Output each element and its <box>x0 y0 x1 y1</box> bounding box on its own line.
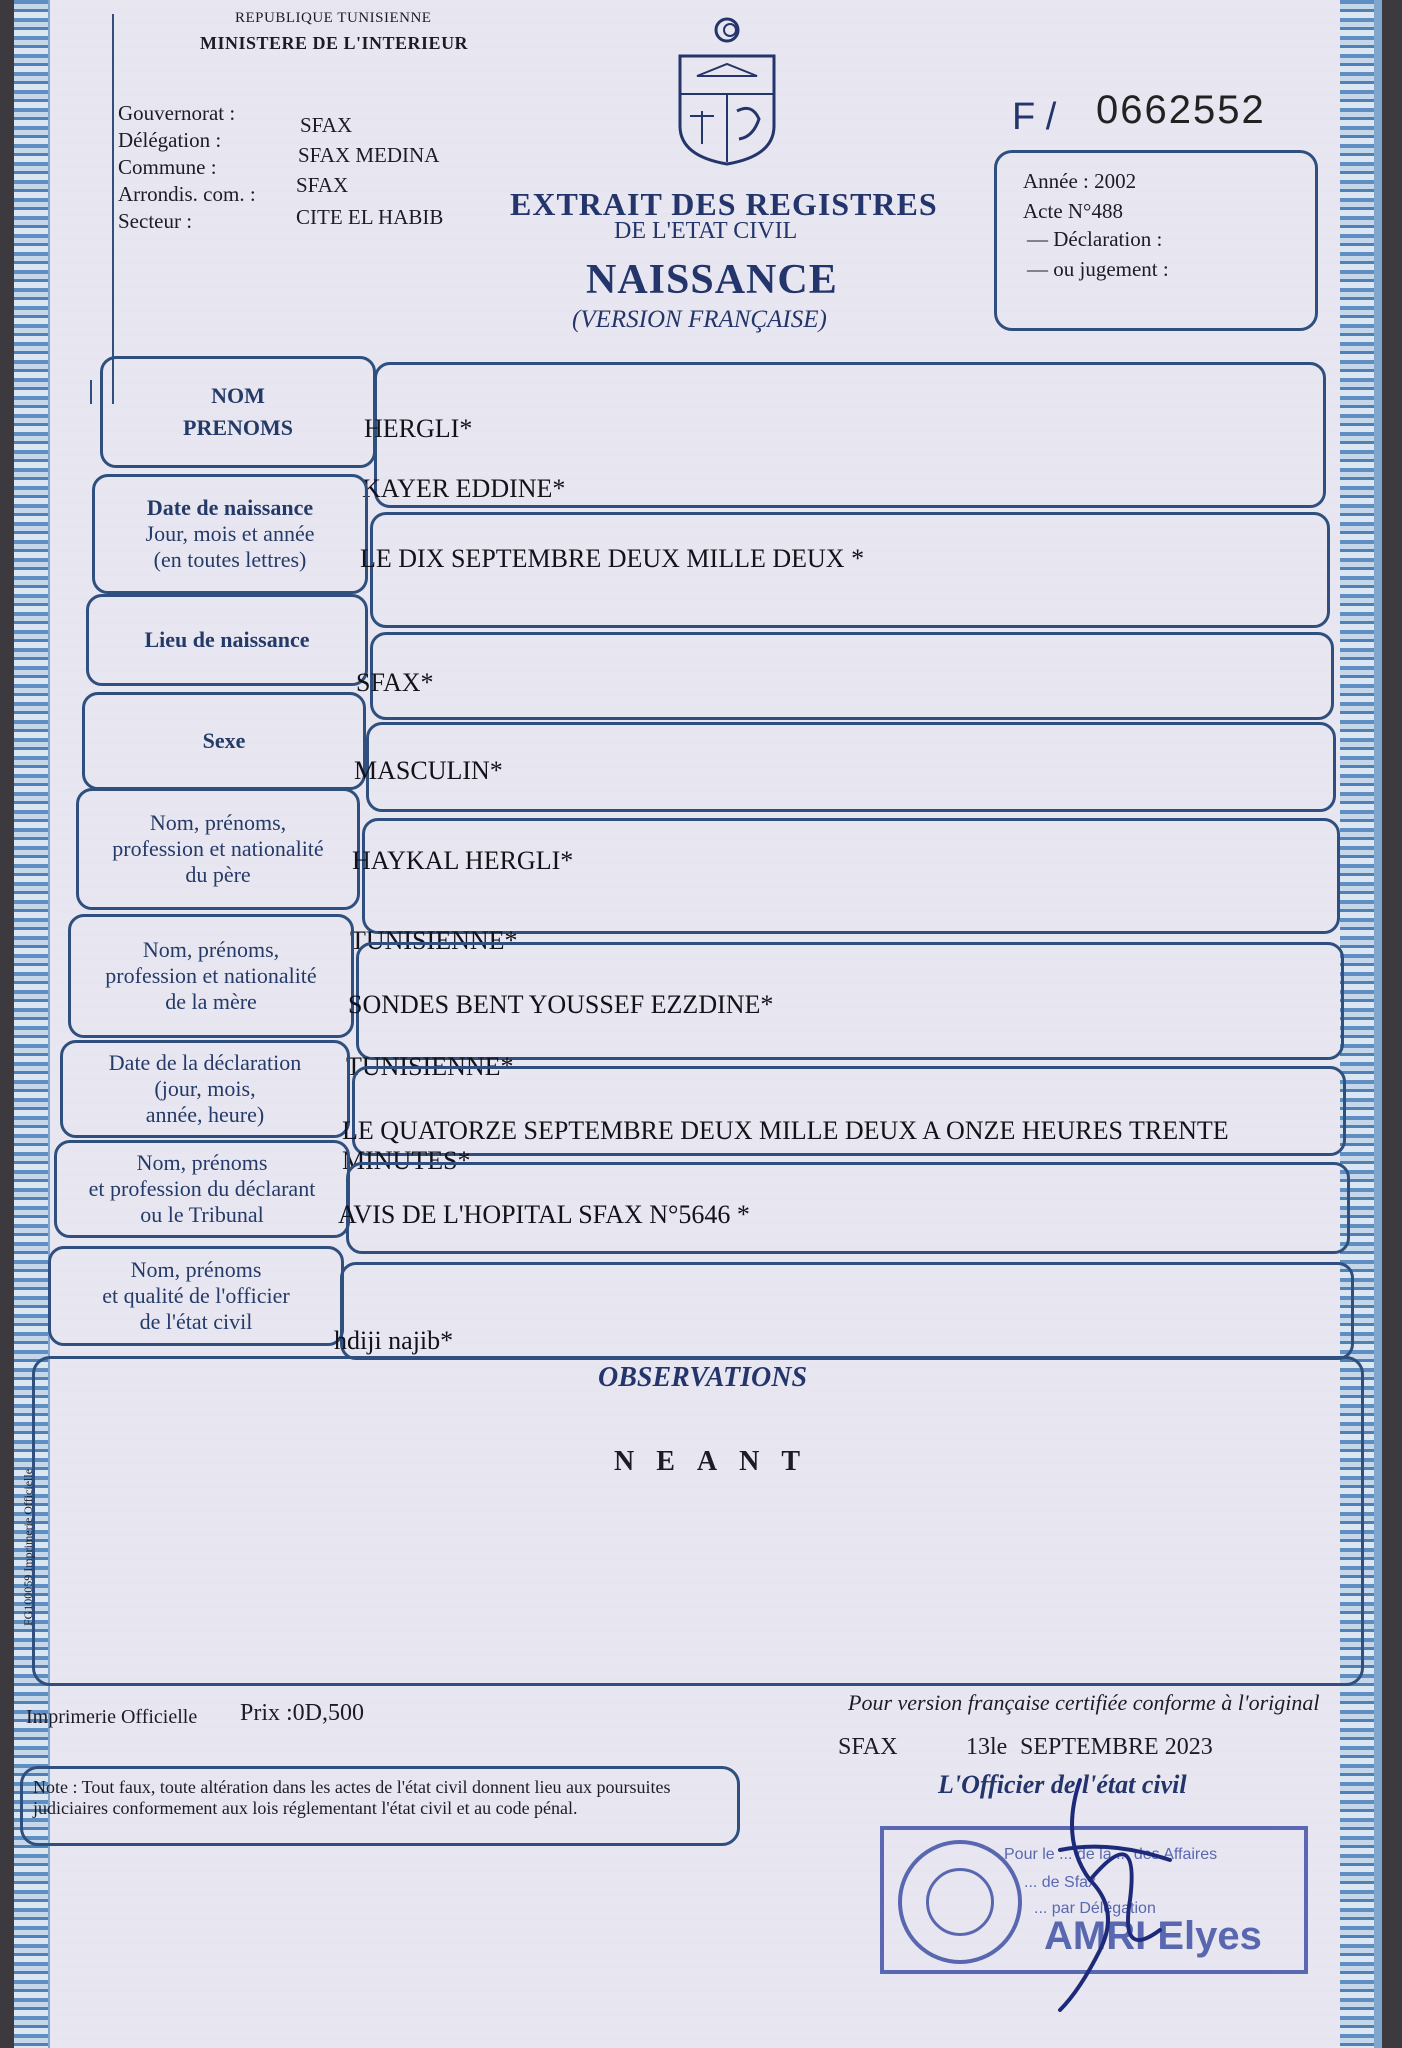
title-naissance: NAISSANCE <box>586 257 838 303</box>
pere-label-3: du père <box>185 862 251 887</box>
nom-label: NOM <box>211 383 265 408</box>
arrondissement-label: Arrondis. com. : <box>118 182 256 206</box>
officier-value-box <box>340 1262 1354 1360</box>
officier-label <box>102 1257 289 1335</box>
mere-label-1: Nom, prénoms, <box>142 937 280 962</box>
lieu-label-box <box>86 594 368 686</box>
mere-value: SONDES BENT YOUSSEF EZZDINE* <box>348 990 774 1019</box>
pere-label-2: profession et nationalité <box>112 836 324 861</box>
dob-label-sub1: Jour, mois et année <box>145 521 315 546</box>
governorate-label: Gouvernorat : <box>118 101 236 125</box>
serial-prefix: F / <box>1012 96 1057 138</box>
observations-title: OBSERVATIONS <box>598 1362 808 1393</box>
delegation-label: Délégation : <box>118 128 222 152</box>
declarant-label-2: et profession du déclarant <box>88 1176 316 1201</box>
dob-label-sub2: (en toutes lettres) <box>153 547 307 572</box>
declarant-label-3: ou le Tribunal <box>140 1202 264 1227</box>
lieu-value: SFAX* <box>356 668 434 697</box>
lieu-value-box <box>370 632 1334 720</box>
declaration-date-label-1: Date de la déclaration <box>108 1050 302 1075</box>
coat-of-arms-icon <box>672 16 782 166</box>
prenoms-label: PRENOMS <box>183 415 293 440</box>
officier-label-1: Nom, prénoms <box>130 1257 262 1282</box>
observations-box <box>32 1356 1364 1686</box>
admin-labels <box>118 100 256 235</box>
declaration-label-box <box>60 1040 350 1138</box>
sexe-value-box <box>366 722 1336 812</box>
sexe-value: MASCULIN* <box>354 756 503 785</box>
footer-city: SFAX <box>838 1734 898 1760</box>
acte-row <box>1023 199 1123 224</box>
lieu-label: Lieu de naissance <box>144 627 310 652</box>
annee-label: Année : <box>1023 169 1089 193</box>
declarant-value: AVIS DE L'HOPITAL SFAX N°5646 * <box>338 1200 750 1229</box>
declarant-label-1: Nom, prénoms <box>136 1150 268 1175</box>
annee-row <box>1023 169 1136 194</box>
mere-label-2: profession et nationalité <box>105 963 317 988</box>
dob-label-title: Date de naissance <box>146 495 314 520</box>
declaration-date-label <box>109 1050 301 1128</box>
governorate-value: SFAX <box>300 113 353 137</box>
ministry-label: MINISTERE DE L'INTERIEUR <box>200 33 469 53</box>
dob-label <box>146 495 315 573</box>
acte-value: 488 <box>1091 199 1123 223</box>
mere-label <box>105 937 316 1015</box>
right-guilloche-border <box>1340 0 1374 2048</box>
officier-value: hdiji najib* <box>334 1326 454 1355</box>
title-line2: DE L'ETAT CIVIL <box>614 218 798 244</box>
pere-nationality: TUNISIENNE* <box>350 926 518 955</box>
pere-value: HAYKAL HERGLI* <box>352 846 574 875</box>
pere-label <box>112 810 323 888</box>
officier-label-box <box>48 1246 344 1346</box>
certified-label: Pour version française certifiée conforme à l'original <box>848 1690 1320 1715</box>
declarant-label-box <box>54 1140 350 1238</box>
prenom-value: KAYER EDDINE* <box>362 474 566 503</box>
serial-number: 0662552 <box>1096 88 1266 132</box>
mere-nationality: TUNISIENNE* <box>346 1052 514 1081</box>
handwritten-signature <box>1020 1760 1220 2020</box>
annee-value: 2002 <box>1094 169 1137 193</box>
declarant-label <box>89 1150 316 1228</box>
side-print-code: FG100059 Imprimerie Officielle <box>21 1468 36 1627</box>
legal-note: Note : Tout faux, toute altération dans les actes de l'état civil donnent lieu aux poursuites judiciaires conformement aux lois réglementant l'état civil et au code pénal. <box>20 1766 740 1846</box>
stamp-line3: ... par Délégation <box>1034 1900 1156 1917</box>
sector-label: Secteur : <box>118 209 193 233</box>
sexe-label-box <box>82 692 366 790</box>
acte-box <box>994 150 1318 331</box>
pere-value-box <box>362 818 1340 934</box>
commune-label: Commune : <box>118 155 217 179</box>
stamp-seal-inner <box>926 1868 994 1936</box>
stamp-line1: Pour le ... de la ... des Affaires <box>1004 1846 1218 1863</box>
stamp-officer-name: AMRI Elyes <box>1044 1914 1262 1958</box>
price-label: Prix :0D,500 <box>240 1700 365 1726</box>
title-line1: EXTRAIT DES REGISTRES <box>510 186 938 222</box>
jugement-label: — ou jugement : <box>1027 257 1169 281</box>
stamp-line2: ... de Sfax <box>1024 1874 1097 1891</box>
left-rule <box>112 14 114 404</box>
left-rule-mark <box>90 380 92 404</box>
officer-title: L'Officier de l'état civil <box>938 1770 1187 1799</box>
left-guilloche-border <box>14 0 48 2048</box>
printer-label: Imprimerie Officielle <box>26 1706 198 1728</box>
footer-day: 13le <box>966 1734 1008 1760</box>
declaration-date-value: LE QUATORZE SEPTEMBRE DEUX MILLE DEUX A ONZE HEURES TRENTE <box>342 1116 1229 1145</box>
mere-label-box <box>68 914 354 1038</box>
nom-prenoms-label-box <box>100 356 376 468</box>
officier-label-3: de l'état civil <box>139 1309 253 1334</box>
declaration-date-value-cont: MINUTES* <box>342 1146 471 1175</box>
sexe-label: Sexe <box>202 728 246 753</box>
declaration-date-label-3: année, heure) <box>145 1102 265 1127</box>
sector-value: CITE EL HABIB <box>296 205 444 229</box>
declaration-date-label-2: (jour, mois, <box>154 1076 256 1101</box>
mere-label-3: de la mère <box>165 989 257 1014</box>
pere-label-1: Nom, prénoms, <box>149 810 287 835</box>
officier-label-2: et qualité de l'officier <box>102 1283 290 1308</box>
nom-value: HERGLI* <box>364 414 473 443</box>
observations-value: NEANT <box>614 1446 823 1477</box>
republic-label: REPUBLIQUE TUNISIENNE <box>235 10 432 26</box>
commune-value: SFAX <box>296 173 349 197</box>
footer-month-year: SEPTEMBRE 2023 <box>1020 1734 1213 1760</box>
dob-value: LE DIX SEPTEMBRE DEUX MILLE DEUX * <box>360 544 865 573</box>
nom-prenoms-label <box>183 383 293 441</box>
pere-label-box <box>76 788 360 910</box>
title-version: (VERSION FRANÇAISE) <box>572 306 827 333</box>
acte-label: Acte N° <box>1023 199 1092 223</box>
declaration-label: — Déclaration : <box>1027 227 1163 251</box>
delegation-value: SFAX MEDINA <box>298 143 440 167</box>
dob-label-box <box>92 474 368 594</box>
